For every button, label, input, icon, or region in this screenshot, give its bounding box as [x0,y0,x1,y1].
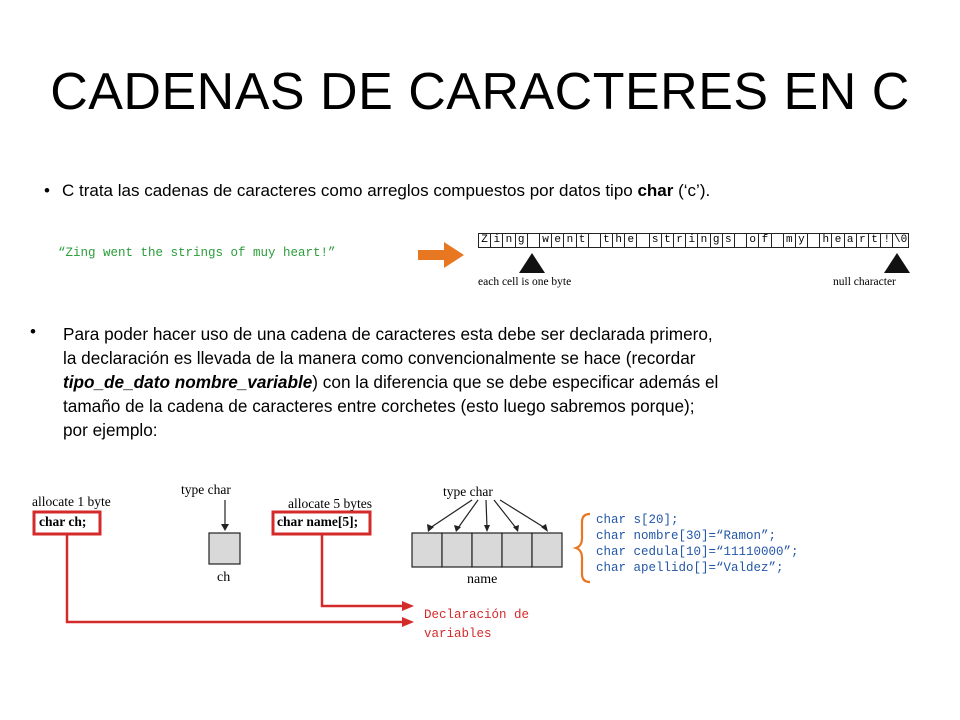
bullet-line-1: Para poder hacer uso de una cadena de caracteres esta debe ser declarada primero, [63,324,713,344]
declaracion-line-2: variables [424,627,492,641]
string-cell: t [600,233,613,248]
string-cell: i [685,233,698,248]
string-cell: g [710,233,723,248]
string-cell: h [612,233,625,248]
code-examples [596,512,799,576]
char-name-label: char name[5]; [277,514,359,529]
bullet-text-bold: char [637,181,674,200]
bullet-line-5: por ejemplo: [63,420,158,440]
bullet-line-4: tamaño de la cadena de caracteres entre corchetes (esto luego sabremos porque); [63,396,695,416]
fan-arrows [430,500,545,528]
connector-line-name [322,534,402,606]
string-cell: o [746,233,759,248]
slide-title: CADENAS DE CARACTERES EN C [50,63,910,121]
string-cell: e [624,233,637,248]
bullet-line-3-rest: ) con la diferencia que se debe especificar además el [312,372,719,392]
string-cell: Z [478,233,491,248]
curly-brace-icon [576,514,590,582]
code-line: char nombre[30]=“Ramon”; [596,529,777,543]
code-line: char apellido[]=“Valdez”; [596,561,784,575]
type-char-label-2: type char [443,484,493,499]
bullet-text-suffix: (‘c’). [673,181,711,200]
string-cell: t [868,233,881,248]
string-cell: \0 [894,234,908,246]
ch-label: ch [217,570,231,585]
null-character-label: null character [833,276,896,288]
string-cell: i [490,233,503,248]
bullet-line-3-italic: tipo_de_dato nombre_variable [63,372,313,392]
string-cell: f [758,233,771,248]
arrowhead-icon [221,524,229,531]
string-cell: w [539,233,552,248]
code-line: char cedula[10]=“11110000”; [596,545,799,559]
bullet-line-2: la declaración es llevada de la manera como convencionalmente se hace (recordar [63,348,696,368]
name-label: name [467,572,498,587]
string-cell: t [661,233,674,248]
type-char-label-1: type char [181,482,231,497]
string-cell: ! [880,233,893,248]
bullet-dot: • [30,322,36,341]
string-cell: y [795,233,808,248]
string-cell: e [831,233,844,248]
string-cell: h [819,233,832,248]
string-cell: g [515,233,528,248]
string-cell: t [576,233,589,248]
ch-cell [209,533,240,564]
declaracion-label [424,606,529,644]
connector-arrowhead-icon [402,617,414,627]
connector-arrowhead-icon [402,601,414,611]
allocate-1-byte-label: allocate 1 byte [32,494,111,509]
allocate-5-bytes-label: allocate 5 bytes [288,496,372,511]
string-example: “Zing went the strings of muy heart!” [58,246,336,260]
string-cell: r [673,233,686,248]
declaracion-line-1: Declaración de [424,608,530,622]
name-cells [412,533,562,567]
bullet-text-prefix: C trata las cadenas de caracteres como arreglos compuestos por datos tipo [62,181,638,200]
string-cell: s [649,233,662,248]
string-cell: n [697,233,710,248]
bullet-dot: • [44,181,50,200]
string-cell: n [563,233,576,248]
char-ch-label: char ch; [39,514,87,529]
fan-arrowheads-icon [427,524,548,532]
string-cell: a [844,233,857,248]
string-cell: s [722,233,735,248]
code-line: char s[20]; [596,513,679,527]
string-cell: n [502,233,515,248]
string-cell: e [551,233,564,248]
string-cell: r [856,233,869,248]
string-cell: m [783,233,796,248]
each-cell-label: each cell is one byte [478,276,572,288]
